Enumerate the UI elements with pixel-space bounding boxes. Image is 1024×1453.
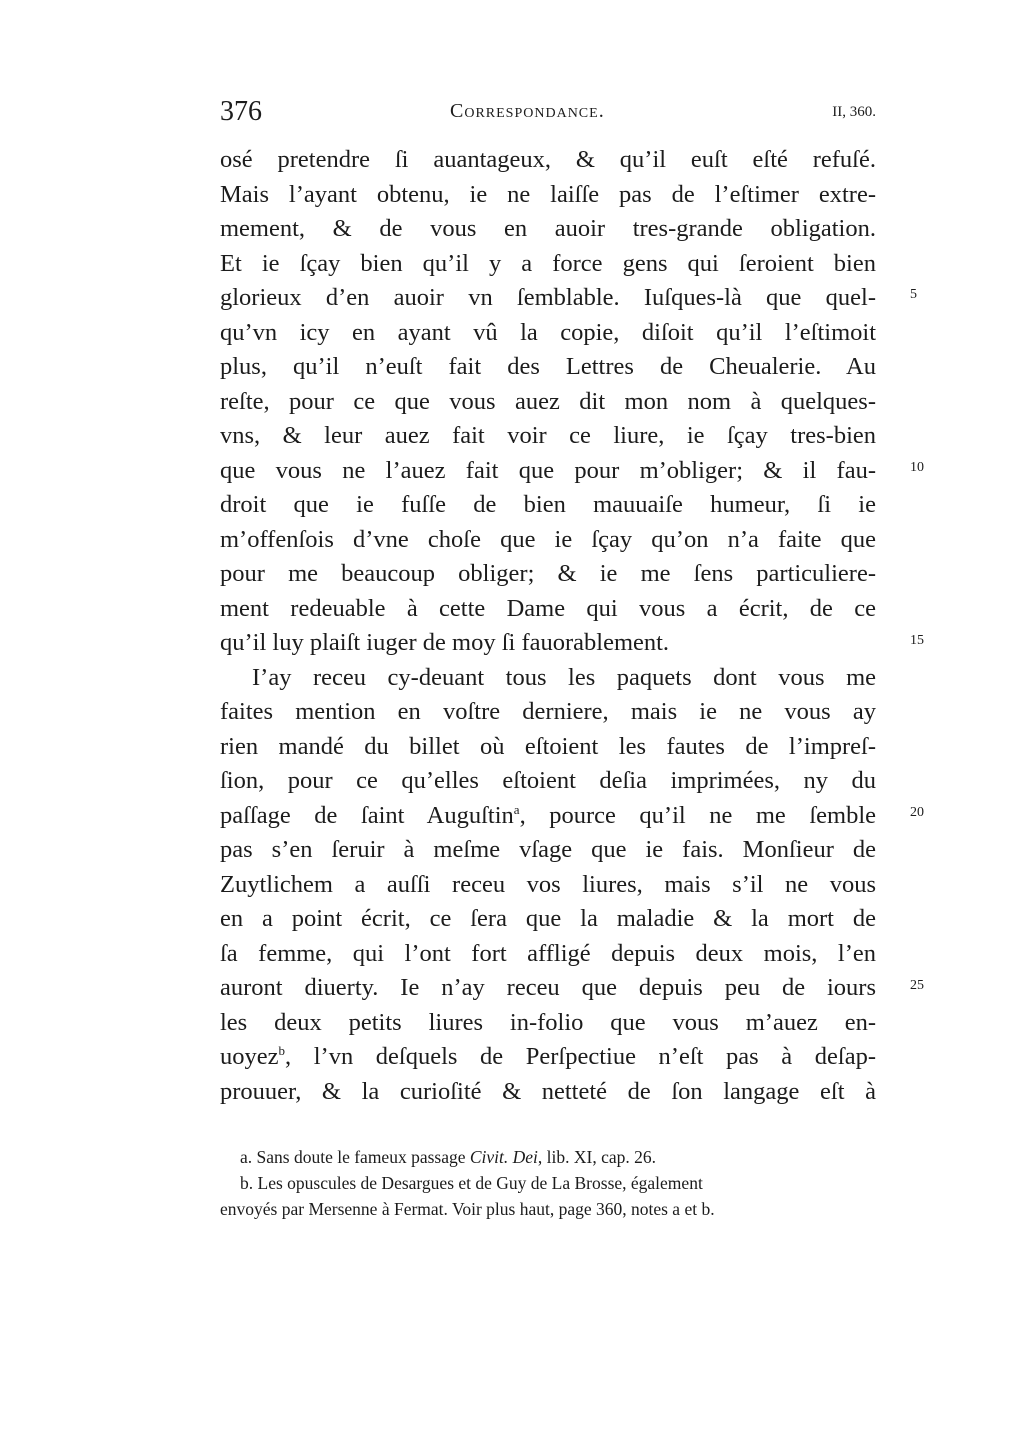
text-line: I’ay receu cy-deuant tous les paquets dont vous me [252, 663, 876, 691]
text-line: m’offenſois d’vne choſe que ie ſçay qu’on n’a faite que [220, 525, 876, 553]
text-line: reſte, pour ce que vous auez dit mon nom à quelques- [220, 387, 876, 415]
footnote-text: Sans doute le fameux passage [256, 1147, 466, 1167]
letter-body [220, 143, 924, 1109]
line-number: 5 [910, 287, 917, 302]
text-line: qu’vn icy en ayant vû la copie, diſoit qu’il l’eſtimoit [220, 318, 876, 346]
footnote-text: envoyés par Mersenne à Fermat. Voir plus haut, page 360, notes a et b. [220, 1199, 715, 1219]
line-number: 25 [910, 978, 924, 993]
text-line: en a point écrit, ce ſera que la maladie & la mort de [220, 905, 876, 932]
footnote-b-continued [220, 1196, 876, 1222]
text-line: pour me beaucoup obliger; & ie me ſens particuliere- [220, 560, 876, 587]
text-line: Zuytlichem a auſſi receu vos liures, mais s’il ne vous [220, 870, 876, 898]
text-line: faites mention en voſtre derniere, mais ie ne vous ay [220, 698, 876, 725]
line-number: 20 [910, 805, 924, 820]
footnote-a [220, 1144, 876, 1170]
footnote-ref-b: b [278, 1042, 285, 1058]
text-line: prouuer, & la curioſité & netteté de ſon langage eſt à [220, 1077, 876, 1105]
text-line: mement, & de vous en auoir tres-grande obligation. [220, 215, 876, 242]
footnote-marker: a. [240, 1147, 253, 1167]
text-line: ſion, pour ce qu’elles eſtoient deſia imprimées, ny du [220, 767, 876, 794]
text-line: rien mandé du billet où eſtoient les fautes de l’impreſ- [220, 732, 876, 760]
footnote-ref-a: a [513, 801, 520, 817]
text-line [220, 1040, 876, 1075]
text-line: Mais l’ayant obtenu, ie ne laiſſe pas de l’eſtimer extre- [220, 180, 876, 208]
text-line: osé pretendre ſi auantageux, & qu’il euſt eſté refuſé. [220, 146, 876, 173]
text-line: auront diuerty. Ie n’ay receu que depuis peu de iours [220, 974, 876, 1001]
page-header [220, 96, 876, 132]
footnote-b [220, 1170, 876, 1196]
text-line: que vous ne l’auez fait que pour m’obliger; & il fau- [220, 456, 876, 484]
page-number: 376 [220, 96, 262, 127]
running-title: Correspondance. [450, 100, 605, 122]
text-line: qu’il luy plaiſt iuger de moy ſi fauorablement. [220, 629, 670, 656]
text-line [220, 799, 876, 834]
footnote-italic-title: Civit. Dei [469, 1147, 538, 1167]
text-segment: , l’vn deſquels de Perſpectiue n’eſt pas à deſap- [285, 1043, 876, 1070]
text-line: vns, & leur auez fait voir ce liure, ie ſçay tres-bien [220, 422, 876, 449]
text-line: glorieux d’en auoir vn ſemblable. Iuſques-là que quel- [220, 284, 876, 311]
footnote-marker: b. [240, 1173, 254, 1193]
text-segment: uoyez [220, 1043, 279, 1070]
text-segment: , pource qu’il ne me ſemble [519, 801, 877, 829]
footnote-text: Les opuscules de Desargues et de Guy de La Brosse, également [257, 1173, 703, 1193]
edition-reference: II, 360. [832, 104, 876, 120]
footnotes [220, 1144, 876, 1222]
text-line: ment redeuable à cette Dame qui vous a écrit, de ce [220, 594, 876, 622]
line-number: 10 [910, 460, 924, 475]
text-line: pas s’en ſeruir à meſme vſage que ie fais. Monſieur de [220, 836, 876, 863]
text-segment: paſſage de ſaint Auguſtin [220, 801, 514, 829]
footnote-text: , lib. XI, cap. 26. [537, 1147, 657, 1167]
line-number: 15 [910, 633, 924, 648]
text-line: ſa femme, qui l’ont fort affligé depuis deux mois, l’en [220, 939, 876, 967]
text-line: les deux petits liures in-folio que vous m’auez en- [220, 1008, 876, 1036]
text-line: droit que ie fuſſe de bien mauuaiſe humeur, ſi ie [220, 491, 876, 518]
text-line: plus, qu’il n’euſt fait des Lettres de Cheualerie. Au [220, 353, 876, 380]
text-line: Et ie ſçay bien qu’il y a force gens qui ſeroient bien [220, 249, 876, 277]
